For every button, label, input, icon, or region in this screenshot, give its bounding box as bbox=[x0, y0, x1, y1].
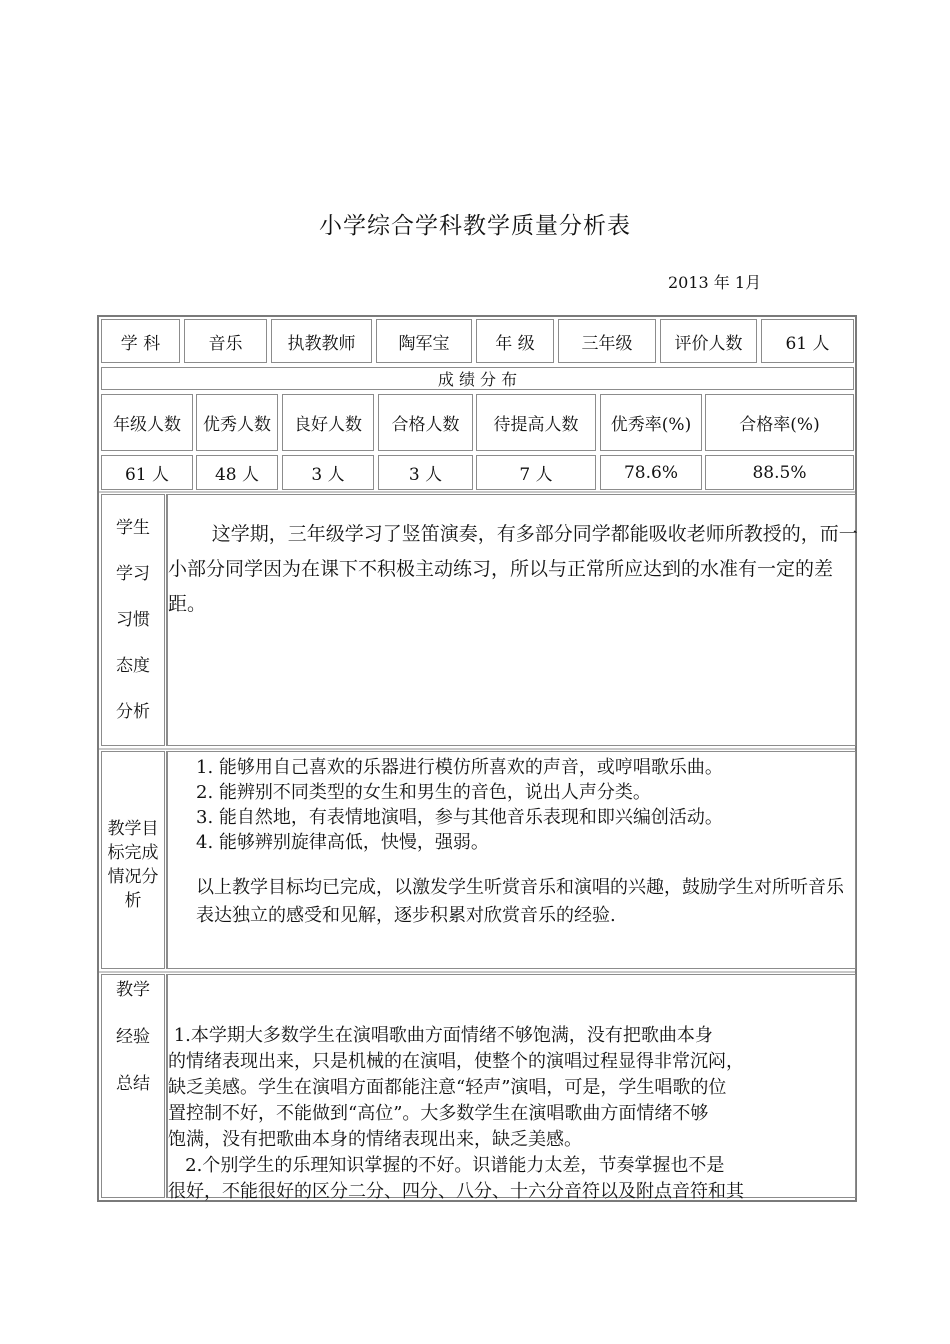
score-header: 良好人数 bbox=[282, 394, 374, 451]
goals-list bbox=[196, 755, 856, 855]
score-header: 年级人数 bbox=[101, 394, 193, 451]
text-line: 很好，不能很好的区分二分、四分、八分、十六分音符以及附点音符和其 bbox=[168, 1181, 744, 1202]
teacher-label: 执教教师 bbox=[271, 319, 372, 363]
list-item: 4. 能够辨别旋律高低，快慢，强弱。 bbox=[196, 832, 489, 853]
score-value: 3 人 bbox=[378, 455, 473, 490]
teacher-value: 陶军宝 bbox=[376, 319, 472, 363]
grade-label: 年 级 bbox=[476, 319, 554, 363]
habits-text: 这学期，三年级学习了竖笛演奏，有多部分同学都能吸收老师所教授的，而一小部分同学因为在课下不积极主动练习，所以与正常所应达到的水准有一定的差距。 bbox=[168, 523, 858, 615]
goals-summary: 以上教学目标均已完成，以激发学生听赏音乐和演唱的兴趣，鼓励学生对所听音乐表达独立的感受和见解，逐步积累对欣赏音乐的经验. bbox=[196, 877, 844, 926]
text-line: 2.个别学生的乐理知识掌握的不好。识谱能力太差，节奏掌握也不是 bbox=[168, 1155, 725, 1176]
count-value: 61 人 bbox=[761, 319, 854, 363]
score-header: 待提高人数 bbox=[476, 394, 596, 451]
list-item: 2. 能辨别不同类型的女生和男生的音色，说出人声分类。 bbox=[196, 782, 651, 803]
row-divider bbox=[99, 971, 855, 973]
score-value: 88.5% bbox=[705, 455, 854, 490]
grade-value: 三年级 bbox=[558, 319, 656, 363]
habits-label: 学生 学习 习惯 态度 分析 bbox=[116, 518, 150, 722]
score-distribution-title: 成 绩 分 布 bbox=[101, 367, 854, 390]
subject-value: 音乐 bbox=[184, 319, 267, 363]
score-value: 7 人 bbox=[476, 455, 596, 490]
row-divider bbox=[99, 748, 855, 750]
report-date: 2013 年 1月 bbox=[668, 273, 762, 292]
experience-label: 教学 经验 总结 bbox=[116, 980, 150, 1094]
subject-label: 学 科 bbox=[101, 319, 180, 363]
text-line: 缺乏美感。学生在演唱方面都能注意“轻声”演唱，可是，学生唱歌的位 bbox=[168, 1077, 727, 1098]
text-line: 的情绪表现出来，只是机械的在演唱，使整个的演唱过程显得非常沉闷， bbox=[168, 1051, 744, 1072]
score-value: 61 人 bbox=[101, 455, 193, 490]
text-line: 饱满，没有把歌曲本身的情绪表现出来，缺乏美感。 bbox=[168, 1129, 582, 1150]
score-value: 78.6% bbox=[600, 455, 702, 490]
row-divider bbox=[99, 491, 855, 493]
text-line: 1.本学期大多数学生在演唱歌曲方面情绪不够饱满，没有把歌曲本身 bbox=[168, 1025, 713, 1046]
text-line: 置控制不好，不能做到“高位”。大多数学生在演唱歌曲方面情绪不够 bbox=[168, 1103, 709, 1124]
experience-text bbox=[168, 1023, 858, 1205]
score-header: 合格人数 bbox=[378, 394, 473, 451]
score-value: 48 人 bbox=[196, 455, 278, 490]
page-title: 小学综合学科教学质量分析表 bbox=[319, 213, 631, 239]
score-header: 优秀率(%) bbox=[600, 394, 702, 451]
list-item: 1. 能够用自己喜欢的乐器进行模仿所喜欢的声音，或哼唱歌乐曲。 bbox=[196, 757, 723, 778]
goals-label: 教学目 标完成 情况分 析 bbox=[107, 819, 159, 911]
score-value: 3 人 bbox=[282, 455, 374, 490]
list-item: 3. 能自然地，有表情地演唱，参与其他音乐表现和即兴编创活动。 bbox=[196, 807, 723, 828]
count-label: 评价人数 bbox=[660, 319, 757, 363]
score-header: 合格率(%) bbox=[705, 394, 854, 451]
score-header: 优秀人数 bbox=[196, 394, 278, 451]
